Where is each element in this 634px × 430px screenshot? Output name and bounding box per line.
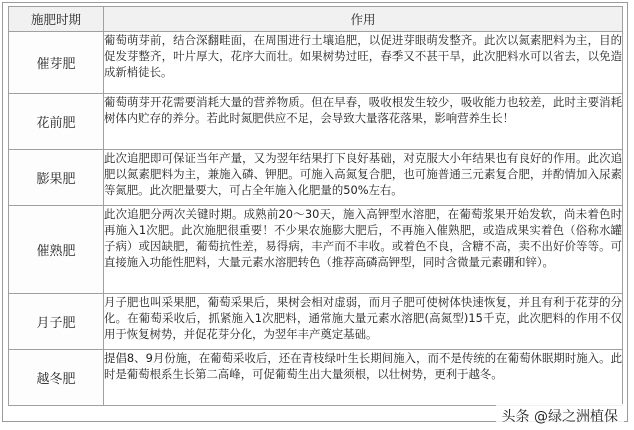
row-effect: 月子肥也叫采果肥，葡萄采果后，果树会相对虚弱，而月子肥可使树体快速恢复，并且有利于花芽的分化。在葡萄采收后，抓紧施入1次肥料，通常施大量元素水溶肥(高氮型)15千克，此次肥料的作用不仅用于恢复树势，并促花芽分化，为翌年丰产奠定基础。	[104, 294, 623, 350]
table-row	[9, 94, 623, 150]
fertilization-table	[8, 6, 623, 406]
table-row	[9, 150, 623, 206]
table-header-row	[9, 7, 623, 32]
row-period: 催熟肥	[9, 206, 104, 294]
table-row	[9, 206, 623, 294]
row-effect: 葡萄萌芽前，结合深翻畦面，在周围进行土壤追肥，以促进芽眼萌发整齐。此次以氮素肥料为主，目的促发芽整齐，叶片厚大，花序大而壮。如果树势过旺，春季又不甚干旱，此次肥料水可以省去，以免造成新梢徒长。	[104, 32, 623, 94]
row-effect: 此次追肥分两次关键时期。成熟前20～30天，施入高钾型水溶肥，在葡萄浆果开始发软，尚未着色时再施入1次肥。此次施肥很重要！不少果农施膨大肥后，不再施入催熟肥，或造成果实着色（俗称水罐子病）或因缺肥，葡萄抗性差，易得病，丰产而不丰收。或着色不良，含糖不高，卖不出好价等等。可直接施入功能性肥料，大量元素水溶肥转色（推荐高磷高钾型，同时含微量元素硼和锌）。	[104, 206, 623, 294]
row-period: 月子肥	[9, 294, 104, 350]
table-row	[9, 32, 623, 94]
row-effect: 此次追肥即可保证当年产量，又为翌年结果打下良好基础，对克服大小年结果也有良好的作用。此次追肥以氮素肥料为主，兼施入磷、钾肥。可施入高氮复合肥，也可施普通三元素复合肥，并酌情加入尿素等氮肥。此次肥量要大，可占全年施入化肥量的50%左右。	[104, 150, 623, 206]
row-period: 越冬肥	[9, 350, 104, 406]
row-period: 催芽肥	[9, 32, 104, 94]
row-period: 花前肥	[9, 94, 104, 150]
header-effect: 作用	[104, 7, 623, 32]
row-effect: 提倡8、9月份施，在葡萄采收后，还在青枝绿叶生长期间施入，而不是传统的在葡萄休眠期时施入。此时是葡萄根系生长第二高峰，可促葡萄生出大量须根，以壮树势，更利于越冬。	[104, 350, 623, 406]
row-period: 膨果肥	[9, 150, 104, 206]
table-row	[9, 294, 623, 350]
header-period: 施肥时期	[9, 7, 104, 32]
row-effect: 葡萄萌芽开花需要消耗大量的营养物质。但在早春，吸收根发生较少，吸收能力也较差，此时主要消耗树体内贮存的养分。若此时氮肥供应不足，会导致大量落花落果，影响营养生长！	[104, 94, 623, 150]
table-row	[9, 350, 623, 406]
watermark-text: 头条 @绿之洲植保	[501, 409, 618, 425]
watermark	[496, 404, 624, 428]
